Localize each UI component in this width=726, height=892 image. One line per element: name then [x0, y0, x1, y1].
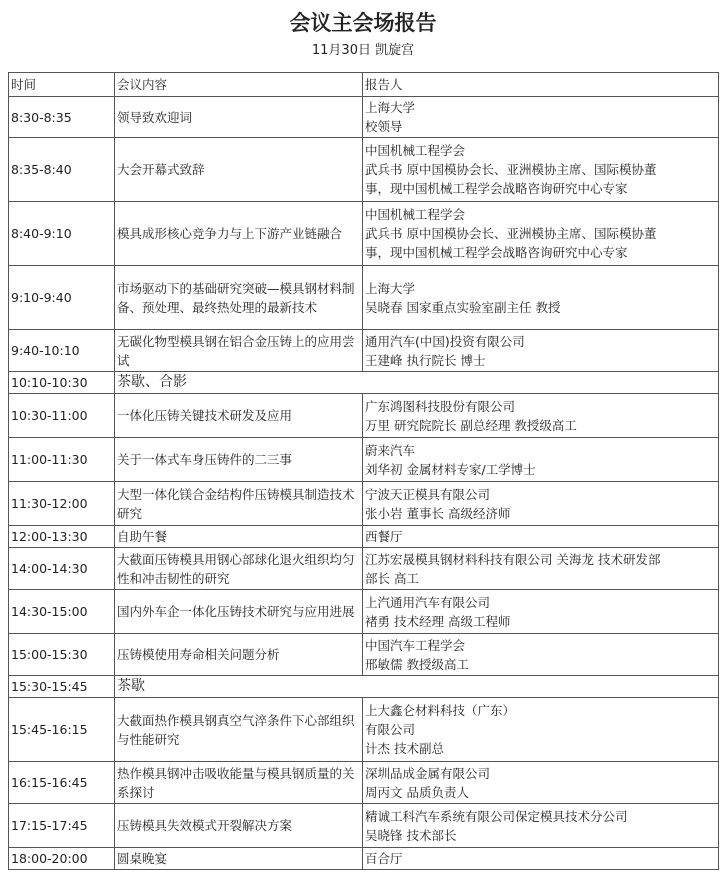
cell-time: 8:40-9:10 [9, 202, 115, 266]
table-row [9, 634, 719, 676]
topic-text: 热作模具钢冲击吸收能量与模具钢质量的关系探讨 [117, 765, 355, 800]
topic-text: 国内外车企一体化压铸技术研究与应用进展 [117, 604, 355, 619]
speaker-line: 事，现中国机械工程学会战略咨询研究中心专家 [365, 245, 628, 260]
topic-text: 模具成形核心竞争力与上下游产业链融合 [117, 226, 343, 241]
cell-topic [115, 634, 363, 676]
cell-time: 15:00-15:30 [9, 634, 115, 676]
speaker-line: 广东鸿图科技股份有限公司 [365, 398, 516, 414]
agenda-table [8, 72, 719, 870]
cell-speaker [363, 698, 719, 762]
table-row [9, 804, 719, 848]
table-row [9, 266, 719, 330]
table-row [9, 848, 719, 870]
speaker-line: 武兵书 原中国模协会长、亚洲模协主席、国际模协董 [365, 162, 657, 177]
table-row [9, 97, 719, 138]
topic-text: 领导致欢迎词 [117, 109, 193, 125]
speaker-line: 王建峰 执行院长 博士 [365, 352, 486, 368]
cell-topic [115, 438, 363, 482]
topic-text: 关于一体式车身压铸件的二三事 [117, 452, 293, 467]
speaker-line: 计杰 技术副总 [365, 741, 444, 756]
cell-topic [115, 330, 363, 372]
cell-time: 9:40-10:10 [9, 330, 115, 372]
header-speaker: 报告人 [363, 73, 719, 97]
cell-topic [115, 138, 363, 202]
speaker-line: 蔚来汽车 [365, 442, 416, 458]
cell-topic [115, 698, 363, 762]
page-title: 会议主会场报告 [289, 11, 437, 35]
cell-time: 16:15-16:45 [9, 762, 115, 804]
speaker-line: 吴晓春 国家重点实验室副主任 教授 [365, 299, 561, 315]
cell-speaker [363, 548, 719, 590]
cell-topic [115, 266, 363, 330]
cell-speaker [363, 848, 719, 870]
speaker-line: 通用汽车(中国)投资有限公司 [365, 333, 525, 349]
speaker-line: 百合厅 [365, 851, 403, 866]
table-row [9, 548, 719, 590]
topic-text: 压铸模使用寿命相关问题分析 [117, 647, 280, 662]
cell-topic [115, 97, 363, 138]
table-header-row [9, 73, 719, 97]
cell-time: 8:30-8:35 [9, 97, 115, 138]
topic-text: 大会开幕式致辞 [117, 162, 205, 177]
cell-speaker [363, 526, 719, 548]
cell-time: 11:00-11:30 [9, 438, 115, 482]
table-row [9, 590, 719, 634]
speaker-line: 上海大学 [365, 280, 416, 296]
cell-time: 18:00-20:00 [9, 848, 115, 870]
speaker-line: 刘华初 金属材料专家/工学博士 [365, 461, 536, 477]
break-row [9, 372, 719, 394]
cell-time: 15:30-15:45 [9, 676, 115, 698]
cell-time: 14:00-14:30 [9, 548, 115, 590]
speaker-line: 张小岩 董事长 高级经济师 [365, 505, 511, 521]
cell-speaker [363, 266, 719, 330]
cell-speaker [363, 138, 719, 202]
cell-time: 12:00-13:30 [9, 526, 115, 548]
page-subtitle: 11月30日 凯旋宫 [311, 43, 415, 58]
cell-time: 14:30-15:00 [9, 590, 115, 634]
cell-speaker [363, 482, 719, 526]
cell-topic [115, 804, 363, 848]
cell-speaker [363, 97, 719, 138]
cell-topic [115, 482, 363, 526]
topic-text: 圆桌晚宴 [117, 851, 168, 866]
header-topic: 会议内容 [115, 73, 363, 97]
cell-time: 17:15-17:45 [9, 804, 115, 848]
topic-text: 无碳化物型模具钢在铝合金压铸上的应用尝试 [117, 333, 355, 368]
cell-speaker [363, 804, 719, 848]
topic-text: 市场驱动下的基础研究突破—模具钢材料制备、预处理、最终热处理的最新技术 [117, 280, 355, 315]
cell-speaker [363, 330, 719, 372]
cell-break: 茶歇、合影 [115, 372, 719, 394]
cell-time: 10:30-11:00 [9, 394, 115, 438]
cell-topic [115, 202, 363, 266]
speaker-line: 深圳品成金属有限公司 [365, 765, 491, 781]
speaker-line: 西餐厅 [365, 529, 403, 544]
speaker-line: 中国汽车工程学会 [365, 637, 466, 653]
speaker-line: 上海大学 [365, 100, 416, 115]
topic-text: 自助午餐 [117, 529, 168, 544]
speaker-line: 褚勇 技术经理 高级工程师 [365, 613, 511, 629]
topic-text: 压铸模具失效模式开裂解决方案 [117, 818, 293, 833]
speaker-line: 校领导 [365, 119, 403, 134]
cell-topic [115, 394, 363, 438]
cell-time: 8:35-8:40 [9, 138, 115, 202]
cell-topic [115, 590, 363, 634]
topic-text: 大型一体化镁合金结构件压铸模具制造技术研究 [117, 486, 355, 521]
cell-speaker [363, 590, 719, 634]
cell-time: 15:45-16:15 [9, 698, 115, 762]
cell-topic [115, 548, 363, 590]
table-row [9, 394, 719, 438]
table-row [9, 762, 719, 804]
cell-speaker [363, 634, 719, 676]
table-row [9, 698, 719, 762]
table-row [9, 526, 719, 548]
speaker-line: 江苏宏晟模具钢材料科技有限公司 关海龙 技术研发部 [365, 551, 661, 567]
speaker-line: 万里 研究院院长 副总经理 教授级高工 [365, 417, 577, 433]
cell-topic [115, 848, 363, 870]
agenda-body [9, 97, 719, 870]
cell-time: 9:10-9:40 [9, 266, 115, 330]
topic-text: 大截面热作模具钢真空气淬条件下心部组织与性能研究 [117, 712, 355, 747]
speaker-line: 上汽通用汽车有限公司 [365, 594, 491, 610]
table-row [9, 202, 719, 266]
speaker-line: 武兵书 原中国模协会长、亚洲模协主席、国际模协董 [365, 226, 657, 241]
cell-time: 11:30-12:00 [9, 482, 115, 526]
cell-topic [115, 526, 363, 548]
header-time: 时间 [9, 73, 115, 97]
cell-time: 10:10-10:30 [9, 372, 115, 394]
speaker-line: 中国机械工程学会 [365, 207, 466, 222]
table-row [9, 330, 719, 372]
speaker-line: 邢敏儒 教授级高工 [365, 656, 469, 672]
cell-speaker [363, 202, 719, 266]
topic-text: 一体化压铸关键技术研发及应用 [117, 408, 293, 423]
cell-speaker [363, 394, 719, 438]
speaker-line: 事，现中国机械工程学会战略咨询研究中心专家 [365, 181, 628, 196]
topic-text: 大截面压铸模具用钢心部球化退火组织均匀性和冲击韧性的研究 [117, 551, 355, 586]
speaker-line: 周丙文 品质负责人 [365, 784, 469, 800]
cell-speaker [363, 762, 719, 804]
speaker-line: 宁波天正模具有限公司 [365, 486, 491, 502]
speaker-line: 部长 高工 [365, 570, 419, 586]
speaker-line: 精诚工科汽车系统有限公司保定模具技术分公司 [365, 808, 628, 824]
table-row [9, 438, 719, 482]
speaker-line: 吴晓锋 技术部长 [365, 827, 457, 843]
cell-speaker [363, 438, 719, 482]
break-row [9, 676, 719, 698]
table-row [9, 482, 719, 526]
cell-break: 茶歇 [115, 676, 719, 698]
speaker-line: 中国机械工程学会 [365, 143, 466, 158]
cell-topic [115, 762, 363, 804]
table-row [9, 138, 719, 202]
speaker-line: 有限公司 [365, 722, 416, 737]
speaker-line: 上大鑫仑材料科技（广东） [365, 703, 516, 718]
